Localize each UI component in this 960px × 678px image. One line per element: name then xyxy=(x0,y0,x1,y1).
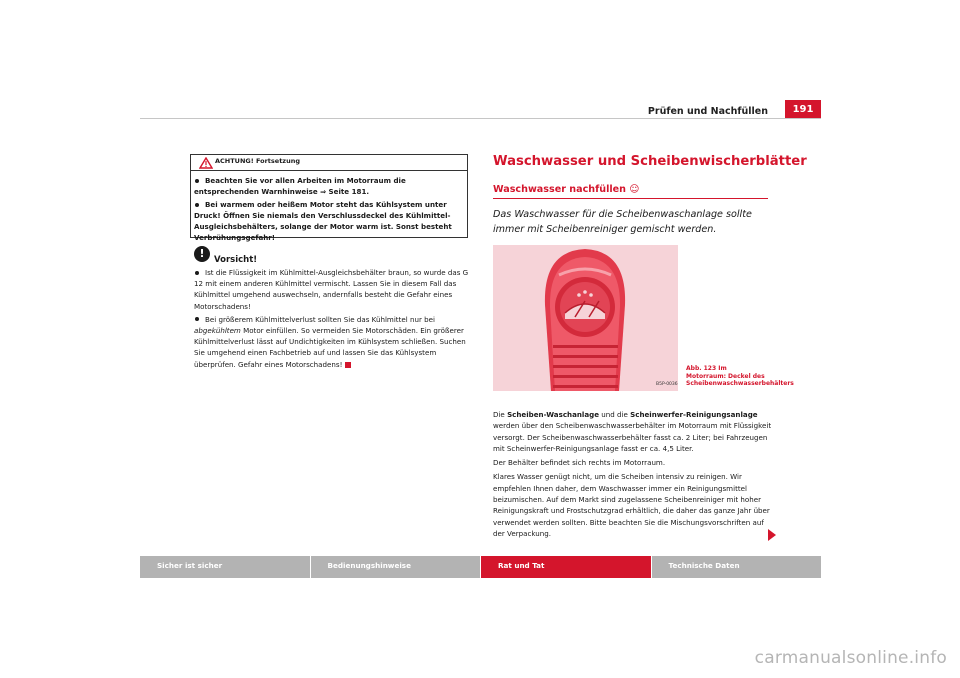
section-title: Waschwasser und Scheibenwischerblätter xyxy=(493,154,807,169)
warning-item: Bei warmem oder heißem Motor steht das Kühlsystem unter Druck! Öffnen Sie niemals den Verschlussdeckel des Kühlmittel-Ausgleichsbehälters, solange der Motor warm ist. Sonst besteht Verbrühungsgefahr! xyxy=(194,200,452,242)
watermark: carmanualsonline.info xyxy=(754,648,947,668)
warning-box xyxy=(190,154,468,242)
next-page-arrow-icon[interactable] xyxy=(768,529,776,541)
header-divider xyxy=(140,118,821,119)
warning-heading: ACHTUNG! Fortsetzung xyxy=(215,157,300,165)
environment-smiley-icon: ☺ xyxy=(629,184,640,195)
page-number: 191 xyxy=(785,100,821,119)
subsection-title: Waschwasser nachfüllen ☺ xyxy=(493,184,640,195)
bullet-icon xyxy=(195,317,199,321)
caution-exclamation-icon: ! xyxy=(194,246,210,262)
figure-caption: Abb. 123 Im Motorraum: Deckel des Scheibenwaschwasserbehälters xyxy=(686,365,794,388)
tab-bedienungshinweise[interactable]: Bedienungshinweise xyxy=(311,556,481,578)
warning-triangle-icon xyxy=(199,157,213,169)
caution-body xyxy=(194,267,470,372)
tab-technische-daten[interactable]: Technische Daten xyxy=(652,556,822,578)
warning-header xyxy=(191,155,467,171)
tab-sicher-ist-sicher[interactable]: Sicher ist sicher xyxy=(140,556,310,578)
bullet-icon xyxy=(195,203,199,207)
bullet-icon xyxy=(195,179,199,183)
page-reference-link[interactable]: ⇒ Seite 181. xyxy=(320,187,370,196)
figure-washer-reservoir-cap xyxy=(493,245,678,391)
body-paragraph: Der Behälter befindet sich rechts im Motorraum. xyxy=(493,458,666,468)
body-paragraph: Klares Wasser genügt nicht, um die Scheiben intensiv zu reinigen. Wir empfehlen Ihnen daher, dem Waschwasser immer ein Reinigungsmittel beizumischen. Auf dem Markt sind zugelassene Scheibenreiniger mit hoher Reinigungskraft und Frostschutzgrad erhältlich, die daher das ganze Jahr über verwendet werden sollten. Bitte beachten Sie die Mischungsvorschriften auf der Verpackung. xyxy=(493,472,770,538)
caution-item: Bei größerem Kühlmittelverlust sollten Sie das Kühlmittel nur bei abgekühltem Motor einfüllen. So vermeiden Sie Motorschäden. Ein größerer Kühlmittelverlust lässt auf Undichtigkeiten im Kühlsystem schließen. Suchen Sie umgehend einen Fachbetrieb auf und lassen Sie das Kühlsystem überprüfen. Gefahr eines Motorschadens! xyxy=(194,314,466,369)
caution-title: Vorsicht! xyxy=(214,255,258,265)
caution-item: Ist die Flüssigkeit im Kühlmittel-Ausgleichsbehälter braun, so wurde das G 12 mit einem anderen Kühlmittel vermischt. Lassen Sie in diesem Fall das Kühlmittel umgehend auswechseln, andernfalls besteht die Gefahr eines Motorschadens! xyxy=(194,268,469,311)
subsection-divider xyxy=(493,198,768,199)
body-paragraph: Die Scheiben-Waschanlage und die Scheinwerfer-Reinigungsanlage werden über den Scheibenwaschwasserbehälter im Motorraum mit Flüssigkeit versorgt. Der Scheibenwaschwasserbehälter fasst ca. 2 Liter; bei Fahrzeugen mit Scheinwerfer-Reinigungsanlage fasst er ca. 4,5 Liter. xyxy=(493,410,772,453)
washer-cap-illustration xyxy=(493,245,678,391)
tab-rat-und-tat[interactable]: Rat und Tat xyxy=(481,556,651,578)
intro-text: Das Waschwasser für die Scheibenwaschanlage sollte immer mit Scheibenreiniger gemischt werden. xyxy=(493,209,752,235)
page-header-title: Prüfen und Nachfüllen xyxy=(647,106,768,117)
bullet-icon xyxy=(195,271,199,275)
footer-nav xyxy=(140,556,821,578)
body-text xyxy=(493,409,772,542)
section-end-marker xyxy=(345,362,351,368)
figure-code: B5P-0036 xyxy=(656,382,678,387)
warning-item: Beachten Sie vor allen Arbeiten im Motorraum die entsprechenden Warnhinweise ⇒ Seite 181. xyxy=(194,176,406,196)
warning-body xyxy=(191,175,467,245)
